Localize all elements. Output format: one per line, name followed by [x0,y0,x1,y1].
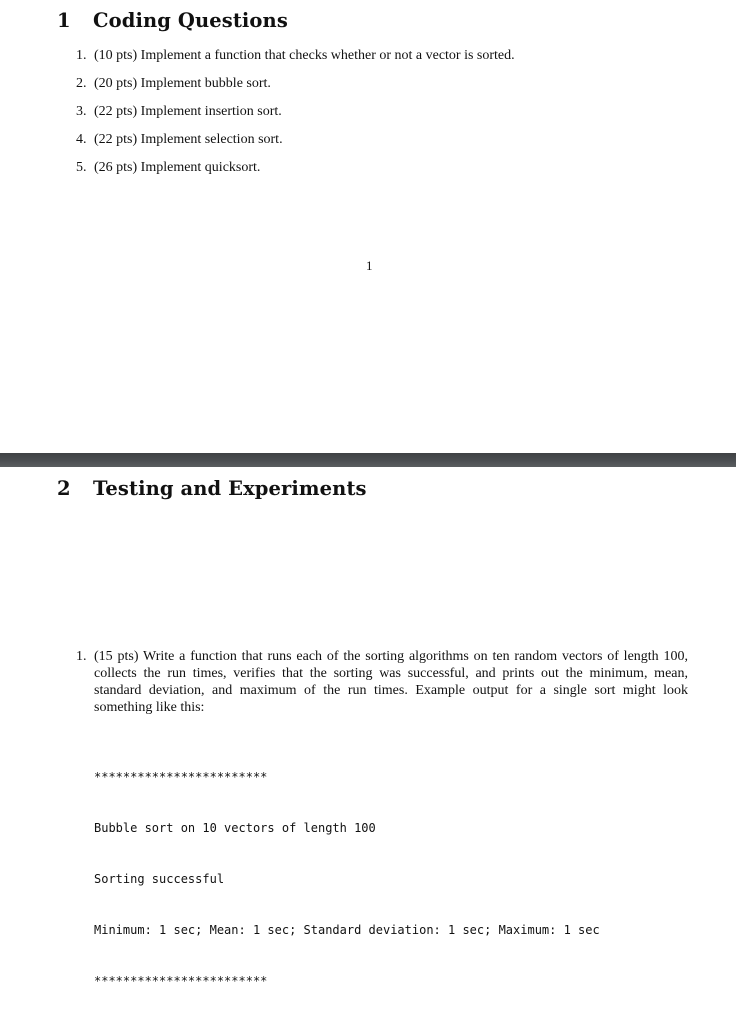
list-item-marker: 4. [76,132,87,147]
list-item-marker: 3. [76,104,87,119]
list-item [76,131,283,148]
list-item [76,103,282,120]
list-item-marker: 1. [76,48,87,63]
list-item-text: (22 pts) Implement selection sort. [94,132,283,147]
code-line: Minimum: 1 sec; Mean: 1 sec; Standard deviation: 1 sec; Maximum: 1 sec [94,923,600,937]
list-item [76,159,260,176]
list-item-text: (15 pts) Write a function that runs each of the sorting algorithms on ten random vectors of length 100, collects the run times, verifies that the sorting was successful, and prints out the minimum, mean, standard deviation, and maximum of the run times. Example output for a single sort might look something like this: [94,649,688,715]
list-item-marker: 2. [76,76,87,91]
list-item-marker: 5. [76,160,87,175]
list-item-marker: 1. [76,649,87,664]
page-separator [0,453,736,467]
document-page-1 [0,0,736,453]
list-item-text: (20 pts) Implement bubble sort. [94,76,271,91]
list-item [76,648,688,716]
list-item [76,47,515,64]
section-number: 2 [57,477,71,500]
code-line: ************************ [94,770,268,784]
document-page-2 [0,467,736,988]
list-item-text: (10 pts) Implement a function that checks whether or not a vector is sorted. [94,48,515,63]
page-number: 1 [366,258,373,273]
code-line: Bubble sort on 10 vectors of length 100 [94,821,376,835]
list-item-text: (26 pts) Implement quicksort. [94,160,261,175]
section-title: Testing and Experiments [93,477,367,500]
code-line: ************************ [94,974,268,988]
section-heading [57,477,367,500]
section-number: 1 [57,9,71,32]
list-item-text: (22 pts) Implement insertion sort. [94,104,282,119]
code-line: Sorting successful [94,872,225,886]
code-block [94,735,600,1024]
section-heading [57,9,288,32]
section-title: Coding Questions [93,9,288,32]
list-item [76,75,271,92]
